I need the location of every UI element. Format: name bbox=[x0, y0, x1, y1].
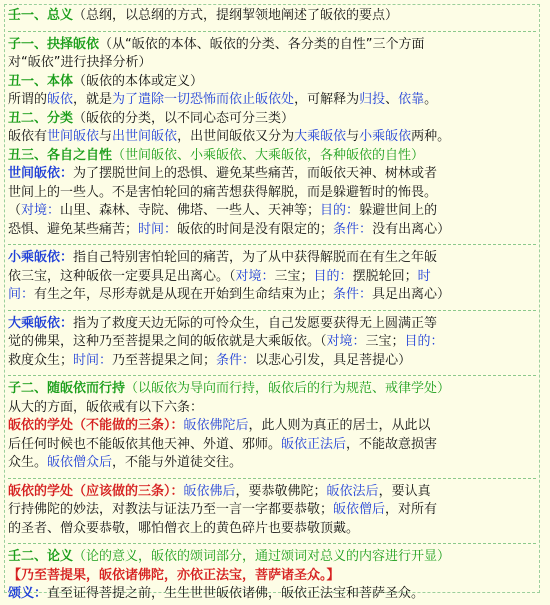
text-span: 乃至菩提果之间； bbox=[112, 352, 217, 368]
benti-text bbox=[8, 91, 536, 110]
text-span: ，不能故意损害 bbox=[346, 436, 438, 452]
term-guiyi-fo: 皈依佛后 bbox=[183, 483, 236, 499]
text-span: （ bbox=[8, 203, 22, 218]
heading-zongyi: 壬一、总义 bbox=[8, 8, 74, 23]
text-span: 救度众生； bbox=[8, 352, 74, 368]
text-span: ，不能与外道徒交往。 bbox=[112, 455, 243, 470]
text-span: 指自己特别害怕轮回的痛苦，为了从中获得解脱而在有生之年皈 bbox=[73, 250, 438, 265]
key-duijing: 对境： bbox=[235, 268, 275, 284]
divider bbox=[8, 478, 536, 479]
key-duijing: 对境： bbox=[21, 203, 61, 218]
section-benti bbox=[8, 73, 536, 92]
text-span: 两种。 bbox=[411, 129, 451, 144]
text-span: 所谓的 bbox=[8, 92, 48, 107]
dacheng-line3 bbox=[8, 352, 536, 371]
heading-xiaocheng: 小乘皈依： bbox=[8, 250, 74, 265]
term-shijian: 世间皈依 bbox=[47, 129, 100, 144]
yinggai-line3 bbox=[8, 520, 536, 539]
key-shijian: 时间： bbox=[73, 352, 113, 368]
heading-zixing: 丑三、各自之自性 bbox=[8, 147, 113, 163]
text-span: ，此人则为真正的居士，从此以 bbox=[248, 418, 431, 433]
term-guiyi: 皈依 bbox=[47, 92, 74, 107]
shijian-line2 bbox=[8, 184, 536, 203]
text-span: 皈依有 bbox=[8, 129, 48, 144]
text-span: 与 bbox=[346, 129, 360, 144]
text-span: ，要恭敬佛陀； bbox=[235, 483, 327, 499]
fenlei-text bbox=[8, 128, 536, 147]
divider bbox=[8, 244, 536, 245]
text-span: 的圣者、僧众要恭敬，哪怕僧衣上的黄色碎片也要恭敬顶戴。 bbox=[8, 520, 360, 536]
section-fenlei bbox=[8, 110, 536, 129]
verse-meaning: 直至证得菩提之前，生生世世皈依诸佛，皈依正法宝和菩萨圣众。 bbox=[47, 586, 425, 601]
divider bbox=[8, 310, 536, 311]
heading-shijian: 世间皈依： bbox=[8, 166, 74, 181]
text-span: 世间上的一些人。不是害怕轮回的痛苦想获得解脱，而是躲避暂时的怖畏。 bbox=[8, 184, 438, 200]
yinggai-line2 bbox=[8, 501, 536, 520]
term-dacheng: 大乘皈依 bbox=[294, 129, 347, 144]
xingchi-intro bbox=[8, 399, 536, 418]
text-span: 、 bbox=[385, 92, 399, 107]
note-fenlei: （皈依的分类，以不同心态可分三类） bbox=[73, 110, 295, 126]
key-mudi: 目的： bbox=[313, 268, 353, 284]
text-span: 山里、森林、寺院、佛塔、一些人、天神等； bbox=[60, 203, 321, 218]
heading-lunyi: 壬二、论义 bbox=[8, 549, 74, 564]
verse-text: 【乃至菩提果，皈依诸佛陀，亦依正法宝，菩萨诸圣众。】 bbox=[8, 567, 340, 583]
text-span: 后任何时候也不能皈依其他天神、外道、邪师。 bbox=[8, 436, 282, 452]
key-shijian-part2: 间： bbox=[8, 287, 35, 302]
xiaocheng-para bbox=[8, 249, 536, 268]
shijian-line4 bbox=[8, 221, 536, 240]
xuechu-yinggai-para bbox=[8, 483, 536, 502]
key-mudi: 目的： bbox=[404, 334, 444, 349]
section-xingchi bbox=[8, 380, 536, 399]
text-span: 与 bbox=[99, 129, 113, 144]
buneng-line3 bbox=[8, 454, 536, 473]
xiaocheng-line3 bbox=[8, 286, 536, 305]
text-span: 指为了救度天边无际的可怜众生，自己发愿要获得无上圆满正等 bbox=[73, 315, 438, 331]
term-guiyi-fa: 皈依法后 bbox=[326, 483, 379, 499]
note-jueze-1: （从“皈依的本体、皈依的分类、各分类的自性”三个方面 bbox=[99, 36, 425, 52]
xuechu-buneng-para bbox=[8, 417, 536, 436]
heading-benti: 丑一、本体 bbox=[8, 73, 74, 89]
text-span: ，可解释为 bbox=[294, 92, 360, 107]
key-tiaojian: 条件： bbox=[333, 221, 373, 237]
heading-yinggai: 皈依的学处（应该做的三条）： bbox=[8, 483, 184, 499]
text-span: ，要认真 bbox=[378, 483, 431, 499]
section-lunyi bbox=[8, 548, 536, 567]
note-zongyi: （总纲，以总纲的方式，提纲挈领地阐述了皈依的要点） bbox=[73, 8, 399, 23]
text-span: 从大的方面，皈依戒有以下六条： bbox=[8, 399, 204, 415]
heading-fenlei: 丑二、分类 bbox=[8, 110, 74, 126]
term-guiyi-seng: 皈依僧后 bbox=[333, 502, 386, 517]
divider bbox=[8, 31, 536, 32]
xiaocheng-line2 bbox=[8, 268, 536, 287]
key-tiaojian: 条件： bbox=[216, 352, 256, 368]
text-span: 。 bbox=[424, 92, 438, 107]
shijian-para bbox=[8, 165, 536, 184]
key-tiaojian: 条件： bbox=[333, 287, 373, 302]
heading-buneng: 皈依的学处（不能做的三条）： bbox=[8, 418, 184, 433]
text-span: ，就是 bbox=[73, 92, 113, 107]
text-span: 有生之年，尽形寿就是从现在开始到生命结束为止； bbox=[34, 287, 334, 302]
text-span: 三宝； bbox=[365, 334, 405, 349]
text-span: 依三宝，这种皈依一定要具足出离心。（ bbox=[8, 268, 236, 284]
divider bbox=[8, 543, 536, 544]
note-zixing: （世间皈依、小乘皈依、大乘皈依，各种皈依的自性） bbox=[112, 147, 425, 163]
note-benti: （皈依的本体或定义） bbox=[73, 73, 204, 89]
text-span: 摆脱轮回； bbox=[352, 268, 418, 284]
term-chushijian: 出世间皈依 bbox=[112, 129, 178, 144]
text-span: 以悲心引发，具足菩提心） bbox=[255, 352, 412, 368]
dacheng-para bbox=[8, 315, 536, 334]
term-guiyi-sengzhong: 皈依僧众后 bbox=[47, 455, 113, 470]
text-span: 没有出离心） bbox=[372, 221, 451, 237]
text-span: 为了摆脱世间上的恐惧、避免某些痛苦，而皈依天神、树林或者 bbox=[73, 166, 438, 181]
label-songyi: 颂义： bbox=[8, 586, 48, 601]
text-span: 具足出离心） bbox=[372, 287, 451, 302]
document-page bbox=[4, 4, 540, 601]
term-guiyi-zhengfa: 皈依正法后 bbox=[281, 436, 347, 452]
section-jueze bbox=[8, 36, 536, 55]
heading-dacheng: 大乘皈依： bbox=[8, 315, 74, 331]
text-span: 皈依的时间是没有限定的； bbox=[177, 221, 334, 237]
section-zixing bbox=[8, 147, 536, 166]
note-jueze-line2 bbox=[8, 54, 536, 73]
key-duijing: 对境： bbox=[326, 334, 366, 349]
note-lunyi: （论的意义，皈依的颂词部分，通过颂词对总义的内容进行开显） bbox=[73, 549, 451, 564]
term-yikao: 依靠 bbox=[398, 92, 425, 107]
text-span: 行持佛陀的妙法，对教法与证法乃至一言一字都要恭敬； bbox=[8, 502, 334, 517]
text-span: 躲避世间上的 bbox=[359, 203, 438, 218]
text-span: 众生。 bbox=[8, 455, 48, 470]
key-shijian: 时间： bbox=[138, 221, 178, 237]
note-xingchi: （以皈依为导向而行持，皈依后的行为规范、戒律学处） bbox=[125, 381, 451, 396]
term-guiyi-fotuo: 皈依佛陀后 bbox=[183, 418, 249, 433]
text-span: ，对所有 bbox=[385, 502, 438, 517]
term-guitou: 归投 bbox=[359, 92, 386, 107]
verse-line bbox=[8, 567, 536, 586]
section-zongyi bbox=[8, 7, 536, 26]
note-jueze-2: 对“皈依”进行抉择分析） bbox=[8, 55, 152, 70]
key-mudi: 目的： bbox=[320, 203, 360, 218]
heading-jueze: 子一、抉择皈依 bbox=[8, 36, 100, 52]
text-span: 三宝； bbox=[274, 268, 314, 284]
text-span: 恐惧、避免某些痛苦； bbox=[8, 221, 139, 237]
dacheng-line2 bbox=[8, 333, 536, 352]
term-definition: 为了遣除一切恐怖而依止皈依处 bbox=[112, 92, 295, 107]
heading-xingchi: 子二、随皈依而行持 bbox=[8, 381, 126, 396]
buneng-line2 bbox=[8, 436, 536, 455]
text-span: 觉的佛果，这种乃至菩提果之间的皈依就是大乘皈依。（ bbox=[8, 334, 327, 349]
text-span: ，出世间皈依又分为 bbox=[177, 129, 295, 144]
term-xiaocheng: 小乘皈依 bbox=[359, 129, 412, 144]
key-shijian-part1: 时 bbox=[417, 268, 431, 284]
divider bbox=[8, 375, 536, 376]
shijian-line3 bbox=[8, 202, 536, 221]
